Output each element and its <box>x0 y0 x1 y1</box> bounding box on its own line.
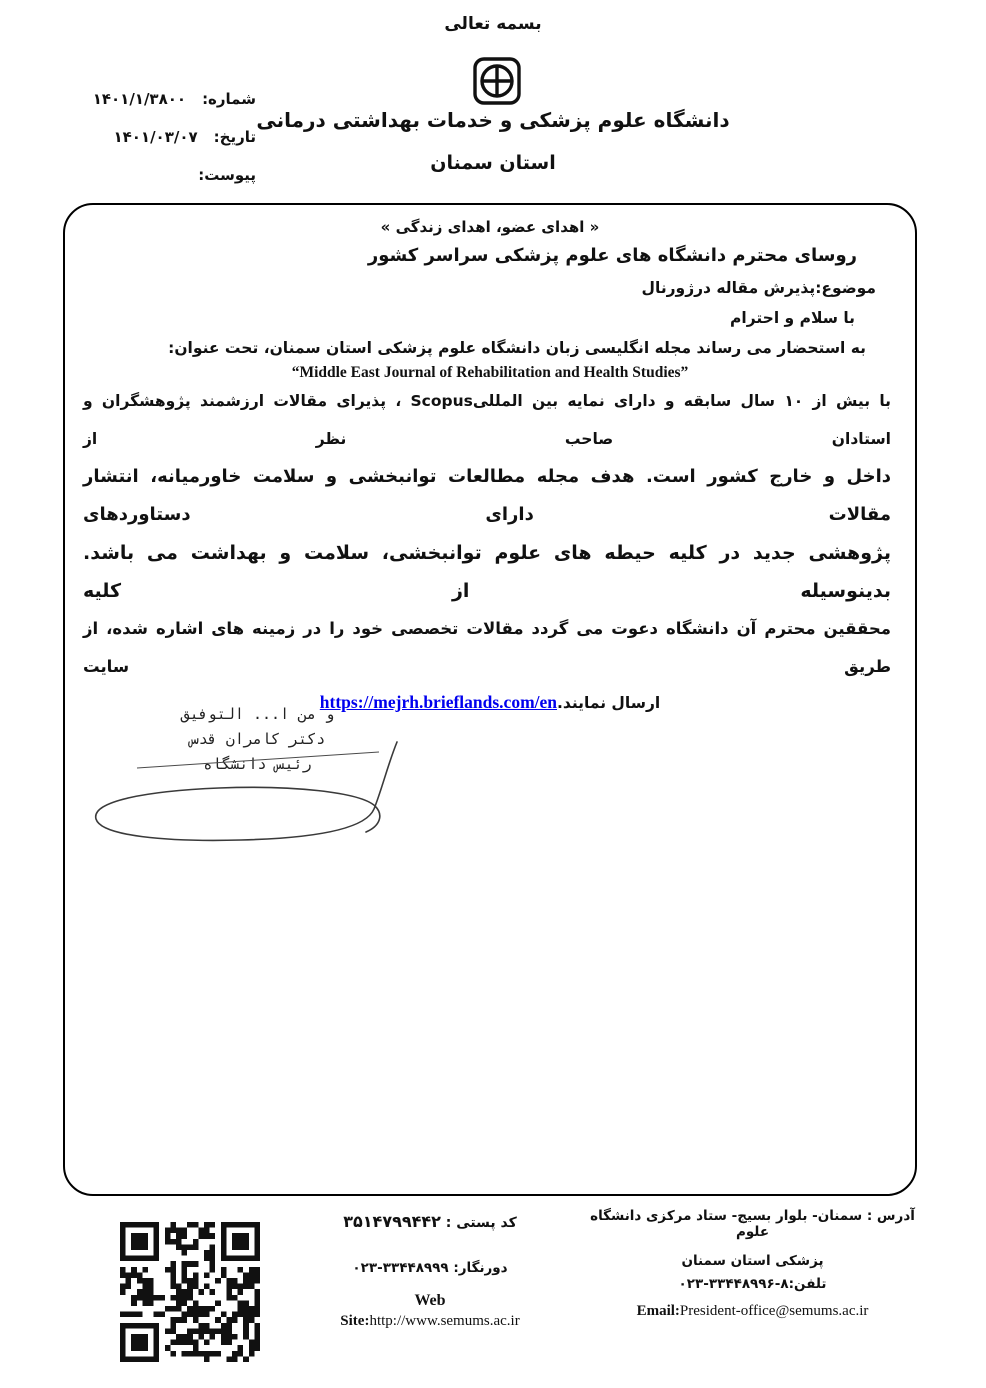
greeting-line: با سلام و احترام <box>730 309 855 327</box>
subject-line: موضوع:پذیرش مقاله درژورنال <box>641 279 876 297</box>
signature-line-3: رئیس دانشگاه <box>203 755 312 773</box>
postal-value: ۳۵۱۴۷۹۹۴۴۲ <box>343 1212 441 1231</box>
journal-title: “Middle East Journal of Rehabilitation and Health Studies” <box>291 364 689 381</box>
signature-line-2: دکتر کامران قدس <box>189 730 326 748</box>
university-logo-icon <box>472 56 522 106</box>
attachment-row <box>84 166 256 190</box>
body-line-2: داخل و خارج کشور است. هدف مجله مطالعات توانبخشی و سلامت خاورمیانه، انتشار مقالات دارای دستاوردهای <box>83 466 891 525</box>
slogan-text: « اهدای عضو، اهدای زندگی » <box>380 218 600 236</box>
recipient-heading: روسای محترم دانشگاه های علوم پزشکی سراسر کشور <box>367 245 857 266</box>
journal-url-link[interactable]: https://mejrh.brieflands.com/en <box>319 692 558 712</box>
body-line-4: محققین محترم آن دانشگاه دعوت می گردد مقالات تخصصی خود را در زمینه های اشاره شده، از طریق سایت <box>83 619 891 676</box>
university-name: دانشگاه علوم پزشکی و خدمات بهداشتی درمانی <box>256 108 730 132</box>
web-word: Web <box>414 1292 446 1309</box>
letter-date-row <box>84 128 256 152</box>
email-line <box>585 1303 920 1320</box>
qr-code <box>120 1222 260 1362</box>
address-line-2: پزشکی استان سمنان <box>681 1253 824 1269</box>
website-line <box>295 1313 565 1330</box>
handwritten-signature <box>79 739 414 848</box>
fax-line: دورنگار: ۳۳۴۴۸۹۹۹-۰۲۳ <box>352 1260 508 1276</box>
body-line-1: با بیش از ۱۰ سال سابقه و دارای نمایه بین المللیScopus ، پذیرای مقالات ارزشمند پژوهشگران و استادان صاحب نظر از <box>83 392 891 448</box>
site-url: http://www.semums.ac.ir <box>369 1313 520 1329</box>
email-value: President-office@semums.ac.ir <box>679 1303 869 1319</box>
body-line-3: پژوهشی جدید در کلیه حیطه های علوم توانبخشی، سلامت و بهداشت می باشد. بدینوسیله از کلیه <box>83 542 891 602</box>
postal-label: کد پستی : <box>445 1215 517 1231</box>
besmellah-text: بسمه تعالی <box>444 14 542 34</box>
attachment-label: پیوست: <box>198 166 256 184</box>
send-text: ارسال نمایند. <box>557 694 661 712</box>
footer-middle-column <box>295 1212 565 1330</box>
date-label: تاریخ: <box>213 128 256 146</box>
intro-line: به استحضار می رساند مجله انگلیسی زبان دانشگاه علوم پزشکی استان سمنان، تحت عنوان: <box>168 339 866 357</box>
letter-frame <box>63 203 917 1196</box>
postal-code-line <box>295 1212 565 1231</box>
date-value: ۱۴۰۱/۰۳/۰۷ <box>113 128 198 146</box>
footer-right-column <box>585 1208 920 1320</box>
site-label: Site: <box>340 1313 370 1329</box>
address-line-1: آدرس : سمنان- بلوار بسیج- ستاد مرکزی دانشگاه علوم <box>590 1208 915 1240</box>
signature-line-1: و من ا... التوفیق <box>180 705 335 723</box>
university-province: استان سمنان <box>430 152 556 174</box>
letter-meta <box>84 90 256 204</box>
phone-line: تلفن:۸-۳۳۴۴۸۹۹۶-۰۲۳ <box>678 1276 827 1292</box>
number-value: ۱۴۰۱/۱/۳۸۰۰ <box>92 90 187 108</box>
number-label: شماره: <box>202 90 256 108</box>
letter-number-row <box>84 90 256 114</box>
email-label: Email: <box>636 1303 680 1319</box>
